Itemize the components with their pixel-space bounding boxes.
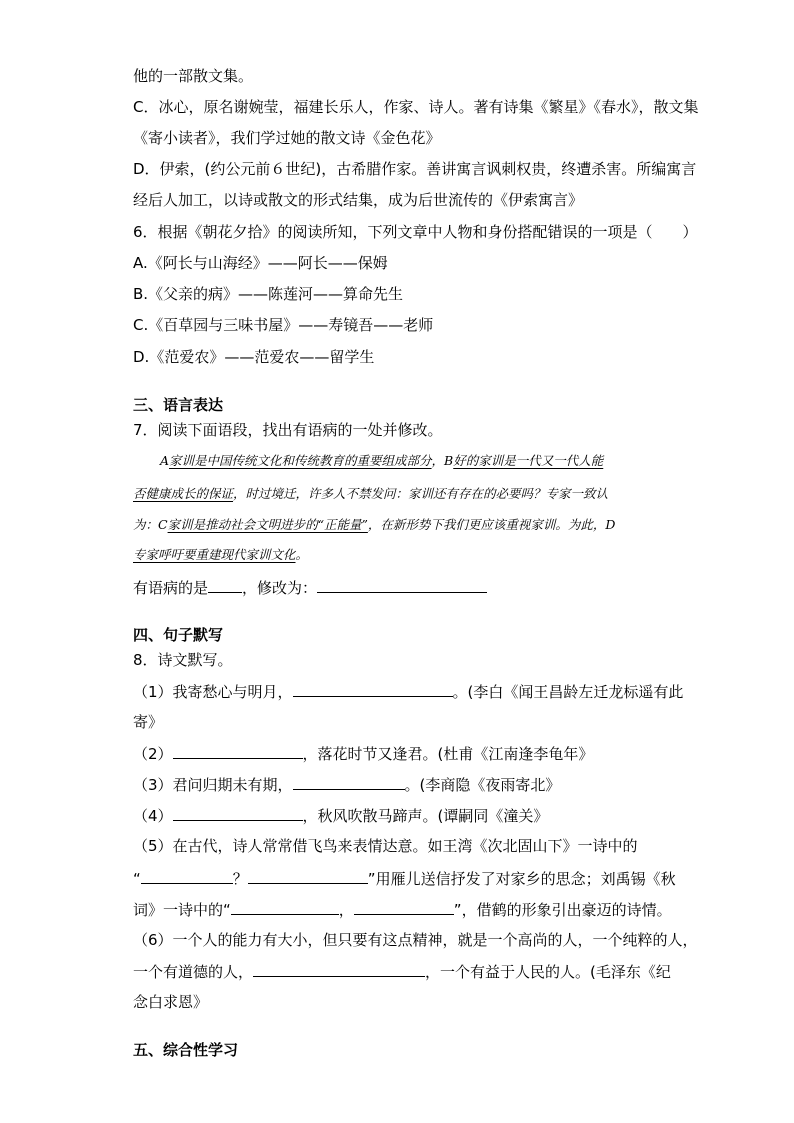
recite-text: ”用雁儿送信抒发了对家乡的思念；刘禹锡《秋 (367, 870, 676, 888)
passage-line-1 (160, 451, 603, 471)
recite-text: （4） (133, 807, 173, 825)
recite-item-6-cont-2: 念白求恩》 (133, 993, 209, 1011)
recite-text: ， (338, 901, 354, 919)
recite-item-1-cont: 寄》 (133, 713, 164, 731)
recite-blank[interactable] (293, 681, 453, 697)
section-3-heading: 三、语言表达 (133, 396, 224, 414)
recite-item-5-cont-2 (133, 899, 672, 920)
recite-text: ，落花时节又逢君。(杜甫《江南逢李龟年》 (302, 745, 594, 763)
section-5-heading: 五、综合性学习 (133, 1041, 239, 1059)
recite-text: ，秋风吹散马蹄声。(谭嗣同《潼关》 (302, 807, 549, 825)
recite-item-2 (133, 743, 593, 764)
recite-blank[interactable] (173, 805, 303, 821)
recite-text: ？ (232, 870, 248, 888)
recite-blank[interactable] (248, 868, 368, 884)
recite-text: 。(李商隐《夜雨寄北》 (404, 776, 561, 794)
option-d-line-1: D．伊索，(约公元前６世纪)，古希腊作家。善讲寓言讽刺权贵，终遭杀害。所编寓言 (133, 160, 697, 178)
passage-mark-c: 为：C (133, 517, 168, 532)
answer-label-fix: ，修改为： (242, 579, 318, 597)
passage-mark-a: A (160, 453, 170, 468)
recite-item-5-cont (133, 868, 676, 889)
recite-text: 一个有道德的人， (133, 963, 254, 981)
question-6-option-d: D.《范爱农》——范爱农——留学生 (133, 348, 375, 366)
option-d-line-2: 经后人加工，以诗或散文的形式结集，成为后世流传的《伊索寓言》 (133, 191, 584, 209)
passage-sentence-b-cont: 否健康成长的保证 (133, 486, 234, 501)
recite-text: （2） (133, 745, 173, 763)
passage-text: ，在新形势下我们更应该重视家训。为此，D (367, 517, 616, 532)
recite-blank[interactable] (253, 961, 425, 977)
recite-item-1 (133, 681, 683, 702)
recite-item-6: （6）一个人的能力有大小，但只要有这点精神，就是一个高尚的人，一个纯粹的人， (133, 931, 698, 949)
question-6-stem: 6．根据《朝花夕拾》的阅读所知，下列文章中人物和身份搭配错误的一项是（ ） (133, 223, 698, 241)
answer-label: 有语病的是 (133, 579, 209, 597)
passage-line-2 (133, 484, 608, 504)
recite-blank[interactable] (231, 899, 339, 915)
recite-blank[interactable] (173, 743, 303, 759)
answer-blank-sentence[interactable] (208, 577, 242, 593)
recite-text: ”，借鹤的形象引出豪迈的诗情。 (453, 901, 672, 919)
recite-blank[interactable] (141, 868, 233, 884)
recite-text: 。(李白《闻王昌龄左迁龙标遥有此 (452, 683, 684, 701)
recite-blank[interactable] (293, 774, 405, 790)
recite-text: 词》一诗中的“ (133, 901, 231, 919)
option-c-line-1: C．冰心，原名谢婉莹，福建长乐人，作家、诗人。著有诗集《繁星》《春水》，散文集 (133, 98, 699, 116)
recite-item-3 (133, 774, 560, 795)
question-7-stem: 7．阅读下面语段，找出有语病的一处并修改。 (133, 421, 443, 439)
passage-sentence-b: 好的家训是一代又一代人能 (453, 453, 604, 468)
answer-blank-fix[interactable] (317, 577, 487, 593)
passage-line-3 (133, 515, 615, 535)
recite-text: “ (133, 870, 141, 888)
question-8-stem: 8．诗文默写。 (133, 651, 233, 669)
question-6-option-b: B.《父亲的病》——陈莲河——算命先生 (133, 285, 404, 303)
text-line: 他的一部散文集。 (133, 67, 254, 85)
recite-item-4 (133, 805, 548, 826)
recite-text: （3）君问归期未有期， (133, 776, 293, 794)
passage-mark-b: ，B (431, 453, 454, 468)
recite-item-6-cont (133, 961, 671, 982)
passage-sentence-c: 家训是推动社会文明进步的“正能量” (167, 517, 368, 532)
question-7-answer-line (133, 577, 487, 598)
recite-text: （1）我寄愁心与明月， (133, 683, 293, 701)
recite-item-5: （5）在古代，诗人常常借飞鸟来表情达意。如王湾《次北固山下》一诗中的 (133, 837, 638, 855)
passage-text: 。 (295, 547, 309, 562)
question-6-option-c: C.《百草园与三味书屋》——寿镜吾——老师 (133, 316, 434, 334)
recite-blank[interactable] (354, 899, 454, 915)
passage-sentence-d: 专家呼吁要重建现代家训文化 (133, 547, 296, 562)
section-4-heading: 四、句子默写 (133, 626, 224, 644)
passage-sentence-a: 家训是中国传统文化和传统教育的重要组成部分 (169, 453, 432, 468)
passage-line-4 (133, 545, 308, 565)
passage-text: ，时过境迁，许多人不禁发问：家训还有存在的必要吗？专家一致认 (233, 486, 609, 501)
option-c-line-2: 《寄小读者》，我们学过她的散文诗《金色花》 (133, 129, 441, 147)
question-6-option-a: A.《阿长与山海经》——阿长——保姆 (133, 254, 388, 272)
recite-text: ，一个有益于人民的人。(毛泽东《纪 (425, 963, 671, 981)
